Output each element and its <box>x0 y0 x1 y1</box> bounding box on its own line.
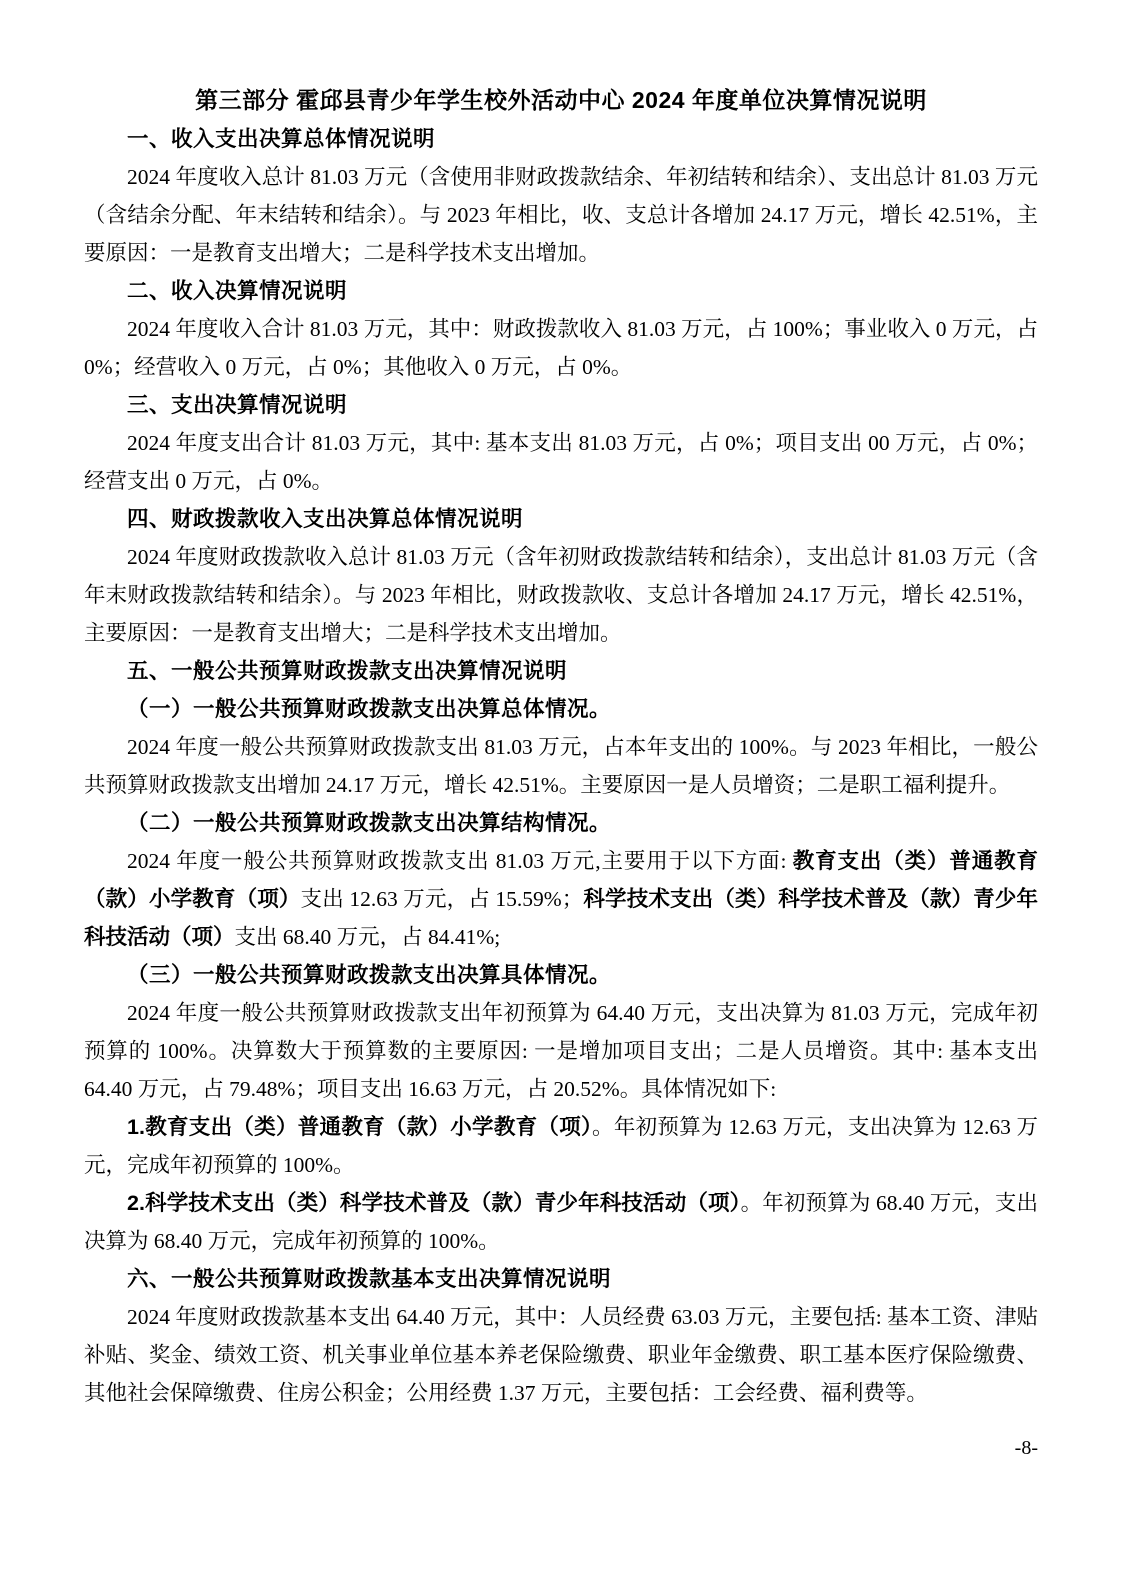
page-number: -8- <box>1014 1437 1038 1459</box>
paragraph <box>84 1298 1038 1412</box>
text-run: 2024 年度一般公共预算财政拨款支出 81.03 万元,主要用于以下方面: <box>127 849 793 873</box>
bold-text-run: 二、收入决算情况说明 <box>127 279 348 303</box>
bold-text-run: （二）一般公共预算财政拨款支出决算结构情况。 <box>127 811 612 835</box>
bold-text-run: （一）一般公共预算财政拨款支出决算总体情况。 <box>127 697 612 721</box>
paragraph <box>84 994 1038 1108</box>
document-body <box>84 120 1038 1412</box>
text-run: 2024 年度收入合计 81.03 万元，其中：财政拨款收入 81.03 万元，占 100%；事业收入 0 万元，占 0%；经营收入 0 万元，占 0%；其他收入 0 万元，占 0%。 <box>84 317 1038 379</box>
text-run: 支出 12.63 万元，占 15.59%； <box>300 887 584 911</box>
section-subheading <box>84 690 1038 728</box>
page-title: 第三部分 霍邱县青少年学生校外活动中心 2024 年度单位决算情况说明 <box>195 87 927 113</box>
section-subheading <box>84 956 1038 994</box>
section-heading <box>84 386 1038 424</box>
text-run: 2024 年度财政拨款基本支出 64.40 万元，其中：人员经费 63.03 万元，主要包括: 基本工资、津贴补贴、奖金、绩效工资、机关事业单位基本养老保险缴费、职业年金缴费、职工基本医疗保险缴费、其他社会保障缴费、住房公积金；公用经费 1.37 万元，主要包括：工会经费、福利费等。 <box>84 1305 1038 1405</box>
paragraph <box>84 310 1038 386</box>
text-run: 2024 年度支出合计 81.03 万元，其中: 基本支出 81.03 万元，占 0%；项目支出 00 万元，占 0%；经营支出 0 万元，占 0%。 <box>84 431 1038 493</box>
text-run: 支出 68.40 万元，占 84.41%; <box>234 925 501 949</box>
text-run: 2024 年度收入总计 81.03 万元（含使用非财政拨款结余、年初结转和结余）、支出总计 81.03 万元（含结余分配、年末结转和结余）。与 2023 年相比，收、支总计各增加 24.17 万元，增长 42.51%，主要原因：一是教育支出增大；二是科学技术支出增加。 <box>84 165 1038 265</box>
section-heading <box>84 652 1038 690</box>
paragraph <box>84 842 1038 956</box>
bold-text-run: 1.教育支出（类）普通教育（款）小学教育（项） <box>127 1115 593 1139</box>
paragraph <box>84 1108 1038 1184</box>
bold-text-run: 六、一般公共预算财政拨款基本支出决算情况说明 <box>127 1267 612 1291</box>
bold-text-run: 五、一般公共预算财政拨款支出决算情况说明 <box>127 659 568 683</box>
text-run: 2024 年度一般公共预算财政拨款支出年初预算为 64.40 万元，支出决算为 81.03 万元，完成年初预算的 100%。决算数大于预算数的主要原因: 一是增加项目支出；二是人员增资。其中: 基本支出 64.40 万元，占 79.48%；项目支出 16.63 万元，占 20.52%。具体情况如下: <box>84 1001 1038 1101</box>
bold-text-run: 四、财政拨款收入支出决算总体情况说明 <box>127 507 524 531</box>
section-heading <box>84 500 1038 538</box>
paragraph <box>84 1184 1038 1260</box>
bold-text-run: （三）一般公共预算财政拨款支出决算具体情况。 <box>127 963 612 987</box>
text-run: 。年初预算为 68.40 万元，支出决算为 68.40 万元，完成年初预算的 100%。 <box>84 1191 1038 1253</box>
section-heading <box>84 1260 1038 1298</box>
paragraph <box>84 728 1038 804</box>
bold-text-run: 一、收入支出决算总体情况说明 <box>127 127 436 151</box>
bold-text-run: 三、支出决算情况说明 <box>127 393 348 417</box>
paragraph <box>84 158 1038 272</box>
text-run: 2024 年度一般公共预算财政拨款支出 81.03 万元，占本年支出的 100%。与 2023 年相比，一般公共预算财政拨款支出增加 24.17 万元，增长 42.51%。主要原因一是人员增资；二是职工福利提升。 <box>84 735 1038 797</box>
section-subheading <box>84 804 1038 842</box>
bold-text-run: 科学技术支出（类）科学技术普及（款）青少年科技活动（项） <box>84 887 1038 949</box>
text-run: 。年初预算为 12.63 万元，支出决算为 12.63 万元，完成年初预算的 100%。 <box>84 1115 1038 1177</box>
section-heading <box>84 120 1038 158</box>
text-run: 2024 年度财政拨款收入总计 81.03 万元（含年初财政拨款结转和结余），支出总计 81.03 万元（含年末财政拨款结转和结余）。与 2023 年相比，财政拨款收、支总计各增加 24.17 万元，增长 42.51%，主要原因：一是教育支出增大；二是科学技术支出增加。 <box>84 545 1038 645</box>
bold-text-run: 教育支出（类）普通教育（款）小学教育（项） <box>84 849 1038 911</box>
bold-text-run: 2.科学技术支出（类）科学技术普及（款）青少年科技活动（项） <box>127 1191 741 1215</box>
section-heading <box>84 272 1038 310</box>
paragraph <box>84 424 1038 500</box>
paragraph <box>84 538 1038 652</box>
